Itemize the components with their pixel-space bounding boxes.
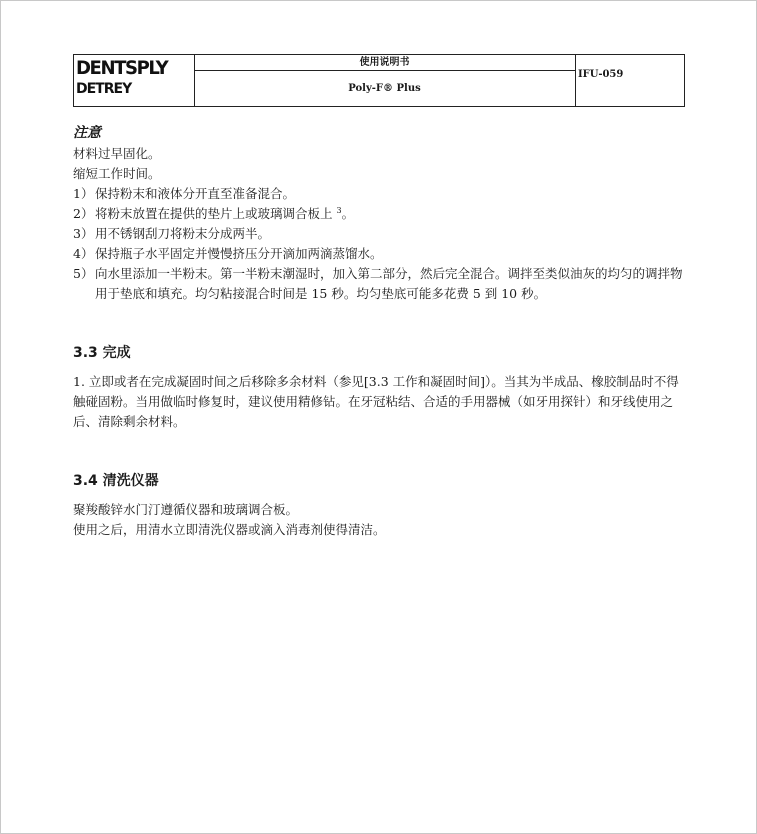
note-heading: 注意	[73, 125, 101, 141]
step-number: 3）	[73, 226, 94, 241]
doc-code: IFU-059	[575, 55, 684, 106]
doc-type-label: 使用说明书	[194, 55, 575, 71]
step-text: 用不锈钢刮刀将粉末分成两半。	[95, 226, 271, 241]
note-line: 材料过早固化。	[73, 146, 161, 161]
note-line: 缩短工作时间。	[73, 166, 161, 181]
step-item	[73, 224, 693, 244]
step-text: 保持瓶子水平固定并慢慢挤压分开滴加两滴蒸馏水。	[95, 246, 383, 261]
step-number: 4）	[73, 246, 94, 261]
step-text-wrapper	[95, 204, 689, 224]
document-header	[73, 54, 685, 107]
step-text: 保持粉末和液体分开直至准备混合。	[95, 186, 296, 201]
section-heading-finish: 3.3 完成	[73, 345, 131, 361]
section-heading-cleaning: 3.4 清洗仪器	[73, 473, 159, 489]
step-number: 1）	[73, 186, 94, 201]
logo-text-dentsply: DENTSPLY	[76, 57, 168, 79]
product-name: Poly-F® Plus	[348, 83, 421, 94]
step-item	[73, 204, 693, 224]
section-text-finish: 1. 立即或者在完成凝固时间之后移除多余材料（参见[3.3 工作和凝固时间]）。当其为半成品、橡胶制品时不得触碰固粉。当用做临时修复时，建议使用精修钻。在牙冠粘结、合适的手用器械（如牙用探针）和牙线使用之后、清除剩余材料。	[73, 374, 679, 429]
cleaning-line: 聚羧酸锌水门汀遵循仪器和玻璃调合板。	[73, 502, 299, 517]
step-item	[73, 184, 693, 204]
step-item	[73, 264, 693, 304]
step-number: 5）	[73, 266, 94, 281]
step-text-tail: 。	[341, 206, 355, 221]
step-text: 将粉末放置在提供的垫片上或玻璃调合板上	[95, 206, 333, 221]
step-text: 向水里添加一半粉末。第一半粉末潮湿时，加入第二部分，然后完全混合。调拌至类似油灰的均匀的调拌物用于垫底和填充。均匀粘接混合时间是 15 秒。均匀垫底可能多花费 5 到 10 秒。	[95, 266, 683, 301]
step-item	[73, 244, 693, 264]
logo-text-detrey: DETREY	[76, 81, 132, 97]
document-body	[73, 120, 693, 540]
company-logo	[74, 55, 195, 106]
footnote-ref: 3	[336, 205, 342, 215]
cleaning-line: 使用之后，用清水立即清洗仪器或滴入消毒剂使得清洁。	[73, 522, 386, 537]
step-number: 2）	[73, 206, 94, 221]
